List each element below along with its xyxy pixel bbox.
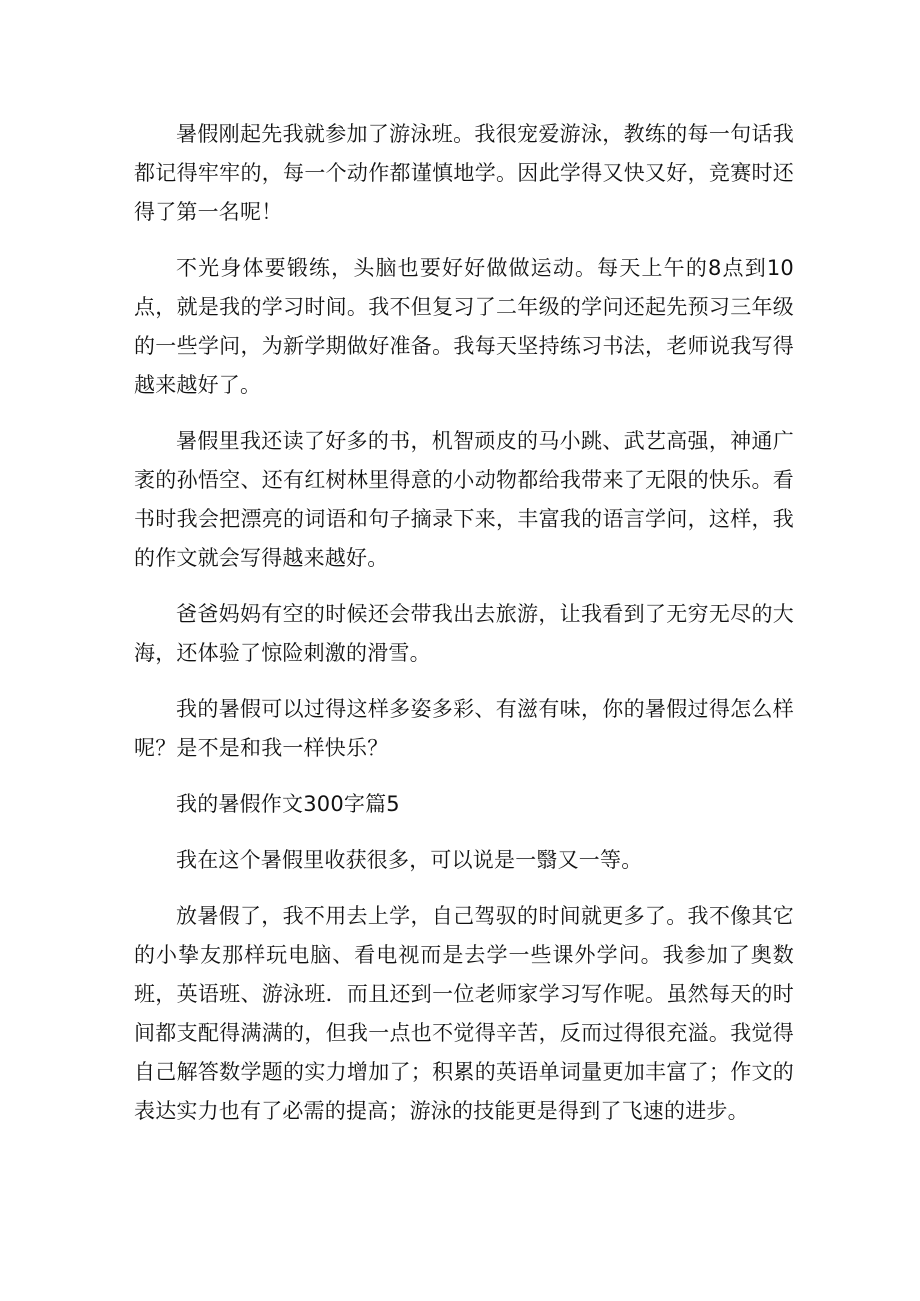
paragraph-study-time: 不光身体要锻练，头脑也要好好做做运动。每天上午的8点到10点，就是我的学习时间。我不但复习了二年级的学问还起先预习三年级的一些学问，为新学期做好准备。我每天坚持练习书法，老师说我写得越来越好了。 <box>134 256 794 397</box>
paragraph-summer-activities: 放暑假了，我不用去上学，自己驾驭的时间就更多了。我不像其它的小挚友那样玩电脑、看电视而是去学一些课外学问。我参加了奥数班，英语班、游泳班．而且还到一位老师家学习写作呢。虽然每天的时间都支配得满满的，但我一点也不觉得辛苦，反而过得很充溢。我觉得自己解答数学题的实力增加了；积累的英语单词量更加丰富了；作文的表达实力也有了必需的提高；游泳的技能更是得到了飞速的进步。 <box>134 904 794 1123</box>
paragraph-harvest: 我在这个暑假里收获很多，可以说是一翳又一等。 <box>176 848 643 872</box>
document-body <box>134 115 794 1148</box>
paragraph-closing-question: 我的暑假可以过得这样多姿多彩、有滋有味，你的暑假过得怎么样呢？是不是和我一样快乐？ <box>134 697 794 760</box>
essay-heading: 我的暑假作文300字篇5 <box>176 792 400 816</box>
paragraph-reading-books: 暑假里我还读了好多的书，机智顽皮的马小跳、武艺高强，神通广袤的孙悟空、还有红树林里得意的小动物都给我带来了无限的快乐。看书时我会把漂亮的词语和句子摘录下来，丰富我的语言学问，这样，我的作文就会写得越来越好。 <box>134 429 794 570</box>
paragraph-travel: 爸爸妈妈有空的时候还会带我出去旅游，让我看到了无穷无尽的大海，还体验了惊险刺激的滑雪。 <box>134 602 794 665</box>
paragraph-swimming-class: 暑假刚起先我就参加了游泳班。我很宠爱游泳，教练的每一句话我都记得牢牢的，每一个动作都谨慎地学。因此学得又快又好，竞赛时还得了第一名呢！ <box>134 122 794 224</box>
